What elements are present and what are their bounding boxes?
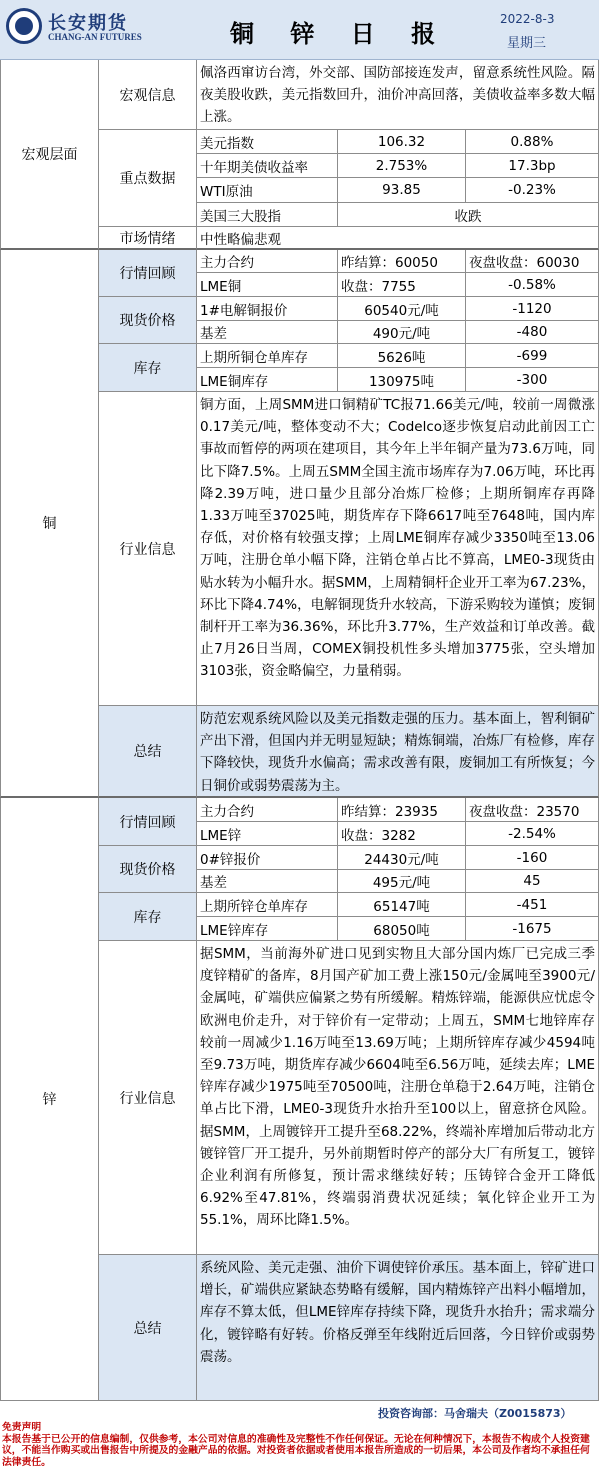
zinc-basis-change: 45 xyxy=(466,870,599,893)
copper-main-contract: 主力合约 xyxy=(197,250,338,273)
macro-row-name: WTI原油 xyxy=(197,178,338,203)
copper-stock-label: 库存 xyxy=(99,344,197,392)
copper-review-label: 行情回顾 xyxy=(99,250,197,297)
section-macro: 宏观层面 xyxy=(0,60,99,250)
zinc-basis-value: 495元/吨 xyxy=(338,870,466,893)
zinc-industry-label: 行业信息 xyxy=(99,941,197,1255)
zinc-stock-change: -451 xyxy=(466,893,599,917)
copper-spot-label: 现货价格 xyxy=(99,297,197,344)
zinc-summary-text: 系统风险、美元走强、油价下调使锌价承压。基本面上，锌矿进口增长，矿端供应紧缺态势略有缓解，国内精炼锌产出料小幅增加，库存不算太低，但LME锌库存持续下降，现货升水抬升；需求端分化，镀锌略有好转。价格反弹至年线附近后回落，今日锌价或弱势震荡。 xyxy=(197,1255,599,1401)
macro-row-name: 美国三大股指 xyxy=(197,203,338,227)
macro-row-name: 美元指数 xyxy=(197,130,338,154)
macro-row-value: 106.32 xyxy=(338,130,466,154)
disclaimer-title: 免责声明 xyxy=(2,1422,42,1433)
analyst-credit: 投资咨询部：马舍瑞夫（Z0015873） xyxy=(378,1407,572,1420)
disclaimer xyxy=(0,1422,599,1468)
zinc-night-close: 夜盘收盘：23570 xyxy=(466,798,599,822)
copper-industry-text: 铜方面，上周SMM进口铜精矿TC报71.66美元/吨，较前一周微涨0.17美元/吨，整体变动不大；Codelco逐步恢复启动此前因工亡事故而暂停的两项在建项目，其今年上半年铜产量为73.6万吨，同比下降7.5%。上周五SMM全国主流市场库存为7.06万吨，环比再降2.39万吨，进口量少且部分冶炼厂检修；上期所铜库存再降1.33万吨至37025吨，期货库存下降6617吨至7648吨，国内库存低，对价格有较强支撑；上周LME铜库存减少3350吨至13.06万吨，注册仓单小幅下降，注销仓单占比不算高，LME0-3现货由贴水转为小幅升水。据SMM，上周精铜杆企业开工率为67.23%，环比下降4.74%，电解铜现货升水较高，下游采购较为谨慎；废铜制杆开工率为36.36%，环比升3.77%，生产效益和订单改善。截止7月26日当周，COMEX铜投机性多头增加3775张，空头增加3103张，资金略偏空，力量稍弱。 xyxy=(197,392,599,706)
copper-lme-close: 收盘：7755 xyxy=(338,273,466,297)
zinc-lme-name: LME锌 xyxy=(197,822,338,846)
macro-info-label: 宏观信息 xyxy=(99,60,197,130)
zinc-lme-close: 收盘：3282 xyxy=(338,822,466,846)
zinc-spot-name: 0#锌报价 xyxy=(197,846,338,870)
macro-key-data-label: 重点数据 xyxy=(99,130,197,227)
report-title: 铜 锌 日 报 xyxy=(230,20,450,48)
zinc-stock-name: 上期所锌仓单库存 xyxy=(197,893,338,917)
copper-stock-name: 上期所铜仓单库存 xyxy=(197,344,338,368)
macro-row-change: -0.23% xyxy=(466,178,599,203)
copper-industry-label: 行业信息 xyxy=(99,392,197,706)
zinc-industry-text: 据SMM，当前海外矿进口见到实物且大部分国内炼厂已完成三季度锌精矿的备库，8月国产矿加工费上涨150元/金属吨至3900元/金属吨，矿端供应偏紧之势有所缓解。精炼锌端，能源供应忧虑令欧洲电价走升，对于锌价有一定带动；上周五，SMM七地锌库存较前一周减少1.16万吨至13.69万吨；上期所锌库存减少4594吨至9.73万吨，期货库存减少6604吨至6.56万吨，延续去库；LME锌库存减少1975吨至70500吨，注册仓单稳于2.64万吨，注销仓单占比下滑，LME0-3现货升水抬升至100以上，留意挤仓风险。据SMM，上周镀锌开工提升至68.22%，终端补库增加后带动北方镀锌管厂开工提升，另外前期暂时停产的部分大厂有所复工，镀锌企业利润有所修复，预计需求继续好转；压铸锌合金开工降低6.92%至47.81%，终端弱消费状况延续；氧化锌企业开工为55.1%，周环比降1.5%。 xyxy=(197,941,599,1255)
macro-row-name: 十年期美债收益率 xyxy=(197,154,338,178)
zinc-lme-stock-change: -1675 xyxy=(466,917,599,941)
zinc-stock-label: 库存 xyxy=(99,893,197,941)
disclaimer-text: 本报告基于已公开的信息编制，仅供参考，本公司对信息的准确性及完整性不作任何保证。无论在何种情况下，本报告不构成个人投资建议，不能当作购买或出售报告中所提及的金融产品的依据。对投资者依据或者使用本报告所造成的一切后果，本公司及作者均不承担任何法律责任。 xyxy=(2,1433,590,1468)
zinc-lme-change: -2.54% xyxy=(466,822,599,846)
zinc-lme-stock-value: 68050吨 xyxy=(338,917,466,941)
zinc-main-contract: 主力合约 xyxy=(197,798,338,822)
copper-summary-text: 防范宏观系统风险以及美元指数走强的压力。基本面上，智利铜矿产出下滑，但国内并无明显短缺；精炼铜端，冶炼厂有检修，库存下降较快，现货升水偏高；需求改善有限，废铜加工有所恢复；今日铜价或弱势震荡为主。 xyxy=(197,706,599,798)
zinc-spot-value: 24430元/吨 xyxy=(338,846,466,870)
copper-spot-name: 1#电解铜报价 xyxy=(197,297,338,321)
report-weekday: 星期三 xyxy=(507,36,547,51)
zinc-lme-stock-name: LME锌库存 xyxy=(197,917,338,941)
zinc-spot-label: 现货价格 xyxy=(99,846,197,893)
copper-lme-name: LME铜 xyxy=(197,273,338,297)
copper-lme-change: -0.58% xyxy=(466,273,599,297)
copper-settle: 昨结算：60050 xyxy=(338,250,466,273)
zinc-summary-label: 总结 xyxy=(99,1255,197,1401)
section-zinc: 锌 xyxy=(0,798,99,1401)
copper-spot-change: -1120 xyxy=(466,297,599,321)
company-name-en: CHANG-AN FUTURES xyxy=(48,32,142,42)
copper-basis-change: -480 xyxy=(466,321,599,344)
section-copper: 铜 xyxy=(0,250,99,798)
copper-stock-value: 5626吨 xyxy=(338,344,466,368)
macro-row-value: 收跌 xyxy=(338,203,599,227)
copper-stock-change: -699 xyxy=(466,344,599,368)
copper-basis-name: 基差 xyxy=(197,321,338,344)
macro-row-value: 93.85 xyxy=(338,178,466,203)
company-name-cn: 长安期货 xyxy=(48,13,128,34)
copper-spot-value: 60540元/吨 xyxy=(338,297,466,321)
copper-lme-stock-change: -300 xyxy=(466,368,599,392)
copper-summary-label: 总结 xyxy=(99,706,197,798)
report-header xyxy=(0,0,599,60)
macro-row-change: 0.88% xyxy=(466,130,599,154)
macro-info-text: 佩洛西窜访台湾，外交部、国防部接连发声，留意系统性风险。隔夜美股收跌，美元指数回升，油价冲高回落，美债收益率多数大幅上涨。 xyxy=(197,60,599,130)
zinc-stock-value: 65147吨 xyxy=(338,893,466,917)
copper-lme-stock-name: LME铜库存 xyxy=(197,368,338,392)
market-mood-text: 中性略偏悲观 xyxy=(197,227,599,250)
zinc-review-label: 行情回顾 xyxy=(99,798,197,846)
market-mood-label: 市场情绪 xyxy=(99,227,197,250)
zinc-spot-change: -160 xyxy=(466,846,599,870)
zinc-settle: 昨结算：23935 xyxy=(338,798,466,822)
zinc-basis-name: 基差 xyxy=(197,870,338,893)
report-date: 2022-8-3 xyxy=(500,12,555,26)
macro-row-value: 2.753% xyxy=(338,154,466,178)
macro-row-change: 17.3bp xyxy=(466,154,599,178)
copper-night-close: 夜盘收盘：60030 xyxy=(466,250,599,273)
copper-lme-stock-value: 130975吨 xyxy=(338,368,466,392)
copper-basis-value: 490元/吨 xyxy=(338,321,466,344)
company-logo-icon xyxy=(6,8,42,44)
